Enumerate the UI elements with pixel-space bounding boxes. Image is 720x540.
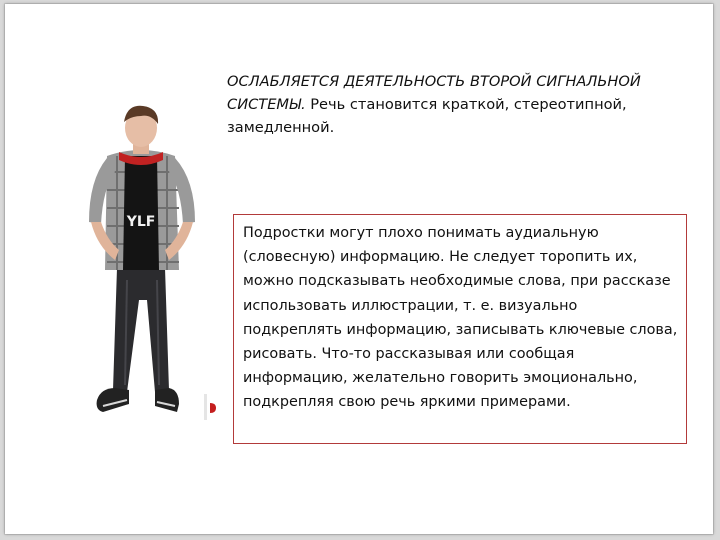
heading-rest: Речь становится краткой, стереотипной, замедленной. [227, 96, 627, 136]
red-marker-icon [204, 394, 220, 420]
heading-emphasis: ОСЛАБЛЯЕТСЯ ДЕЯТЕЛЬНОСТЬ ВТОРОЙ СИГНАЛЬНОЙ СИСТЕМЫ. [227, 73, 641, 113]
slide-heading [227, 70, 647, 139]
advice-callout [233, 214, 687, 444]
teen-boy-illustration [67, 100, 215, 430]
slide [5, 4, 713, 534]
callout-text: Подростки могут плохо понимать аудиальную (словесную) информацию. Не следует торопить их, можно подсказывать необходимые слова, при рассказе использовать иллюстрации, т. е. визуально подкреплять информацию, записывать ключевые слова, рисовать. Что-то рассказывая или сообщая информацию, желательно говорить эмоционально, подкрепляя свою речь яркими примерами. [243, 225, 678, 411]
shirt-print: YLF [126, 214, 156, 230]
